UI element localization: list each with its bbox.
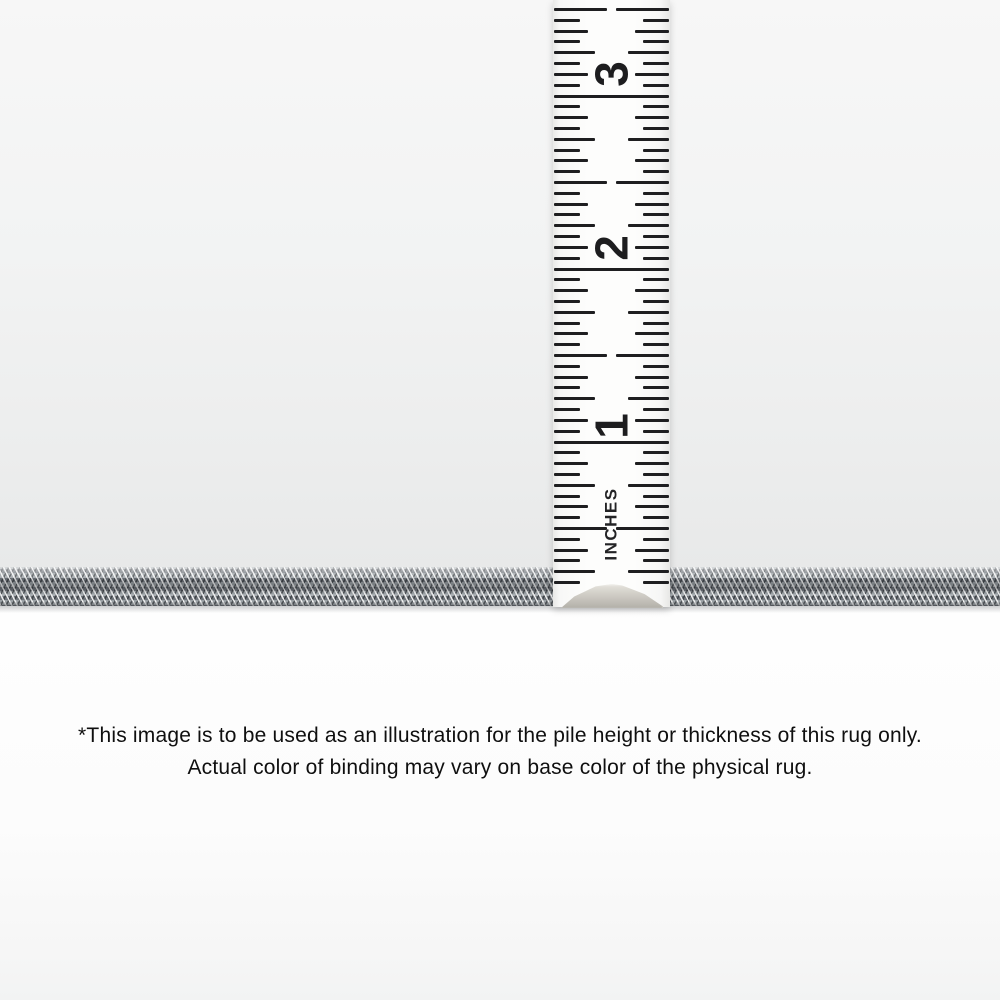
ruler-tick — [643, 84, 669, 87]
ruler-tick — [554, 462, 588, 465]
ruler-tick — [643, 127, 669, 130]
rug-pile-strip — [0, 567, 1000, 606]
ruler-tick — [554, 246, 588, 249]
ruler-tick — [554, 181, 607, 184]
ruler-tick — [635, 332, 669, 335]
ruler-tick — [616, 181, 669, 184]
inch-number-3: 3 — [585, 61, 638, 87]
ruler-tick — [643, 300, 669, 303]
ruler-tick — [554, 505, 588, 508]
ruler-tick — [643, 386, 669, 389]
ruler-tick — [554, 311, 595, 314]
ruler-tick — [554, 451, 580, 454]
ruler-tick — [554, 559, 580, 562]
rug-floor-shadow — [0, 606, 1000, 613]
ruler-tick — [554, 73, 588, 76]
ruler-tick — [554, 322, 580, 325]
ruler-tick — [643, 40, 669, 43]
ruler-tick — [635, 203, 669, 206]
ruler-tick — [554, 516, 580, 519]
ruler-tick — [554, 105, 580, 108]
ruler-tick — [554, 84, 580, 87]
ruler-tick — [635, 289, 669, 292]
ruler-tick — [554, 549, 588, 552]
ruler-tick — [635, 376, 669, 379]
ruler-tick — [643, 192, 669, 195]
ruler-tick — [554, 332, 588, 335]
ruler-tick — [643, 516, 669, 519]
ruler-tick — [635, 246, 669, 249]
ruler-tick — [554, 30, 588, 33]
ruler-tick — [643, 430, 669, 433]
ruler-tick — [554, 203, 588, 206]
ruler-tick — [554, 354, 607, 357]
ruler-tick — [635, 30, 669, 33]
ruler-tick — [643, 365, 669, 368]
ruler-tick — [643, 170, 669, 173]
ruler-tick — [643, 213, 669, 216]
ruler-tick — [554, 192, 580, 195]
ruler-tick — [554, 213, 580, 216]
ruler-tick — [554, 386, 580, 389]
ruler-tick — [554, 40, 580, 43]
ruler-tick — [628, 311, 669, 314]
ruler-tick — [628, 138, 669, 141]
inch-number-1: 1 — [585, 413, 638, 439]
ruler-tick — [554, 19, 580, 22]
ruler-tick — [554, 170, 580, 173]
ruler-tick — [554, 235, 580, 238]
ruler-tick — [635, 505, 669, 508]
ruler-tick — [554, 430, 580, 433]
ruler-tick — [643, 257, 669, 260]
ruler-tick — [554, 495, 580, 498]
floor-surface — [0, 606, 1000, 1000]
ruler-tick — [554, 408, 580, 411]
ruler-tick — [643, 105, 669, 108]
ruler-tick — [643, 149, 669, 152]
ruler-tick — [554, 159, 588, 162]
ruler-tick — [616, 354, 669, 357]
ruler-tick — [635, 549, 669, 552]
ruler-tick — [643, 581, 669, 584]
ruler-tick — [643, 538, 669, 541]
ruler-tick — [643, 451, 669, 454]
ruler-tick — [635, 116, 669, 119]
ruler-tick — [616, 8, 669, 11]
ruler-tick — [554, 419, 588, 422]
disclaimer-line-2: Actual color of binding may vary on base color of the physical rug. — [187, 756, 813, 779]
ruler-tick — [554, 138, 595, 141]
ruler-tick — [643, 322, 669, 325]
ruler-tick — [643, 235, 669, 238]
ruler-tick — [635, 159, 669, 162]
inch-number-2: 2 — [585, 235, 638, 261]
ruler-tick — [554, 343, 580, 346]
ruler-tick — [635, 419, 669, 422]
ruler-tick — [554, 116, 588, 119]
inches-unit-label: INCHES — [601, 487, 621, 561]
ruler-tick — [643, 559, 669, 562]
tape-measure — [553, 0, 670, 607]
ruler-tick — [554, 365, 580, 368]
ruler-tick — [554, 376, 588, 379]
disclaimer-line-1: *This image is to be used as an illustration for the pile height or thickness of this rug only. — [78, 724, 922, 747]
ruler-tick — [554, 149, 580, 152]
disclaimer-text — [0, 720, 1000, 784]
ruler-tick — [554, 538, 580, 541]
tape-end-metal-clip — [561, 584, 663, 608]
ruler-tick — [554, 8, 607, 11]
ruler-tick — [554, 581, 580, 584]
ruler-tick — [643, 473, 669, 476]
ruler-tick — [635, 73, 669, 76]
ruler-tick — [643, 343, 669, 346]
ruler-tick — [635, 462, 669, 465]
ruler-tick — [643, 495, 669, 498]
ruler-tick — [554, 300, 580, 303]
ruler-tick — [643, 19, 669, 22]
ruler-tick — [554, 473, 580, 476]
ruler-tick — [554, 62, 580, 65]
ruler-tick — [643, 62, 669, 65]
ruler-tick — [643, 408, 669, 411]
ruler-tick — [554, 127, 580, 130]
ruler-tick — [554, 289, 588, 292]
ruler-tick — [554, 257, 580, 260]
ruler-tick — [554, 278, 580, 281]
ruler-tick — [643, 278, 669, 281]
